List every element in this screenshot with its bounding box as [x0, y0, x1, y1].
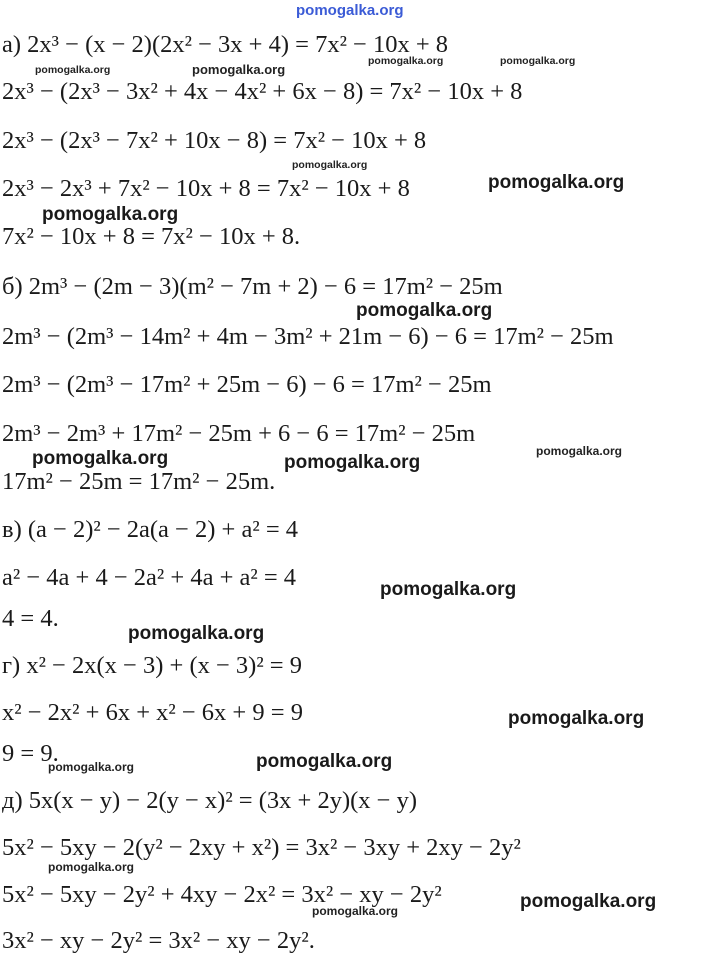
- equation-line-g-3: 9 = 9.: [2, 740, 59, 767]
- equation-line-b-2: 2m³ − (2m³ − 14m² + 4m − 3m² + 21m − 6) − 6 = 17m² − 25m: [2, 323, 614, 350]
- equation-line-d-3: 5x² − 5xy − 2y² + 4xy − 2x² = 3x² − xy − 2y²: [2, 881, 442, 908]
- watermark: pomogalka.org: [500, 55, 576, 67]
- equation-line-d-2: 5x² − 5xy − 2(y² − 2xy + x²) = 3x² − 3xy + 2xy − 2y²: [2, 834, 521, 861]
- watermark: pomogalka.org: [42, 204, 179, 225]
- equation-line-d-1: д) 5x(x − y) − 2(y − x)² = (3x + 2y)(x − y): [2, 787, 418, 814]
- watermark: pomogalka.org: [380, 579, 517, 600]
- watermark: pomogalka.org: [256, 751, 393, 772]
- equation-line-d-4: 3x² − xy − 2y² = 3x² − xy − 2y².: [2, 927, 315, 954]
- watermark: pomogalka.org: [488, 172, 625, 193]
- watermark: pomogalka.org: [192, 62, 286, 77]
- watermark: pomogalka.org: [356, 300, 493, 321]
- equation-line-b-4: 2m³ − 2m³ + 17m² − 25m + 6 − 6 = 17m² − 25m: [2, 420, 476, 447]
- equation-line-v-2: a² − 4a + 4 − 2a² + 4a + a² = 4: [2, 564, 297, 591]
- equation-line-a-2: 2x³ − (2x³ − 3x² + 4x − 4x² + 6x − 8) = 7x² − 10x + 8: [2, 78, 523, 105]
- watermark: pomogalka.org: [536, 444, 623, 458]
- watermark: pomogalka.org: [35, 64, 111, 76]
- equation-line-a-3: 2x³ − (2x³ − 7x² + 10x − 8) = 7x² − 10x + 8: [2, 127, 427, 154]
- watermark: pomogalka.org: [368, 55, 444, 67]
- equation-line-v-1: в) (a − 2)² − 2a(a − 2) + a² = 4: [2, 516, 299, 543]
- equation-line-g-1: г) x² − 2x(x − 3) + (x − 3)² = 9: [2, 652, 302, 679]
- equation-line-a-5: 7x² − 10x + 8 = 7x² − 10x + 8.: [2, 223, 301, 250]
- watermark: pomogalka.org: [312, 904, 399, 918]
- equation-line-b-3: 2m³ − (2m³ − 17m² + 25m − 6) − 6 = 17m² − 25m: [2, 371, 492, 398]
- watermark: pomogalka.org: [284, 452, 421, 473]
- equation-line-g-2: x² − 2x² + 6x + x² − 6x + 9 = 9: [2, 699, 303, 726]
- watermark: pomogalka.org: [292, 159, 368, 171]
- watermark: pomogalka.org: [296, 2, 404, 19]
- watermark: pomogalka.org: [128, 623, 265, 644]
- equation-line-b-1: б) 2m³ − (2m − 3)(m² − 7m + 2) − 6 = 17m² − 25m: [2, 273, 503, 300]
- equation-line-a-1: а) 2x³ − (x − 2)(2x² − 3x + 4) = 7x² − 10x + 8: [2, 31, 449, 58]
- equation-line-a-4: 2x³ − 2x³ + 7x² − 10x + 8 = 7x² − 10x + 8: [2, 175, 410, 202]
- watermark: pomogalka.org: [32, 448, 169, 469]
- watermark: pomogalka.org: [48, 860, 135, 874]
- equation-line-v-3: 4 = 4.: [2, 605, 59, 632]
- watermark: pomogalka.org: [520, 891, 657, 912]
- watermark: pomogalka.org: [48, 760, 135, 774]
- watermark: pomogalka.org: [508, 708, 645, 729]
- equation-line-b-5: 17m² − 25m = 17m² − 25m.: [2, 468, 276, 495]
